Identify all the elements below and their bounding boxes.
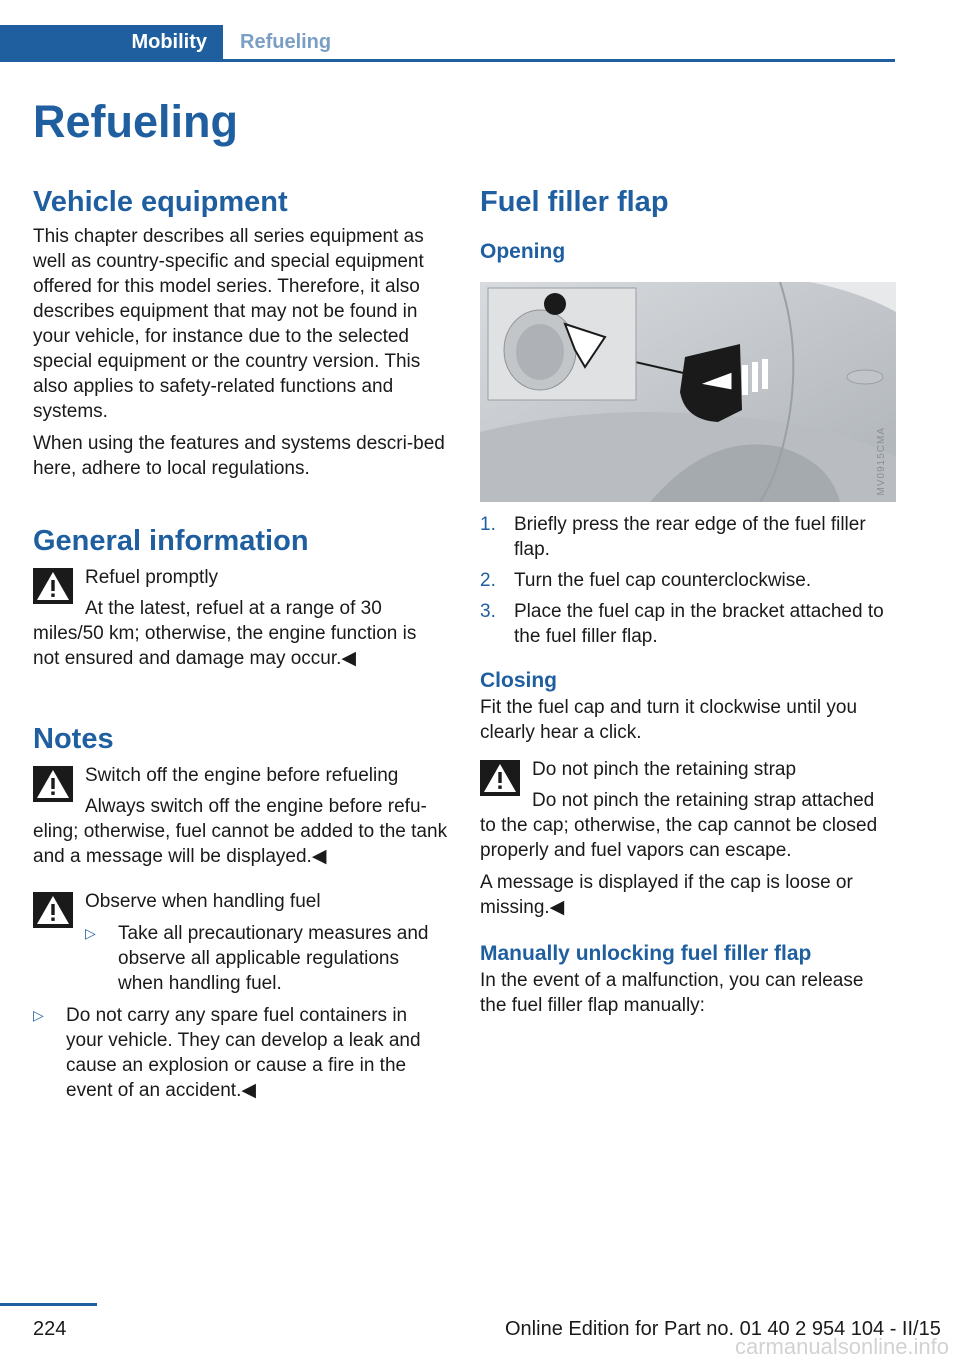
vehicle-equipment-paragraph: This chapter describes all series equipment as well as country-specific and special equipment offered for this model series. Therefore, it also describes equipment that may not be found in your vehicle, for instance due to the selected special equipment or the country version. This also applies to safety-related functions and systems. bbox=[33, 226, 424, 422]
warning-icon bbox=[33, 568, 73, 604]
notes-heading: Notes bbox=[33, 723, 114, 755]
step-number: 2. bbox=[480, 570, 496, 591]
refuel-warning bbox=[33, 563, 448, 671]
retaining-strap-warning bbox=[480, 755, 895, 863]
regulations-paragraph: When using the features and systems descri‐bed here, adhere to local regulations. bbox=[33, 433, 445, 479]
step-text: Turn the fuel cap counterclockwise. bbox=[514, 570, 812, 591]
bullet-triangle-icon: ▷ bbox=[33, 1007, 44, 1023]
fuel-handling-warning bbox=[33, 887, 448, 996]
manual-unlock-paragraph: In the event of a malfunction, you can release the fuel filler flap manually: bbox=[480, 970, 864, 1016]
header-tab-bar bbox=[0, 25, 895, 62]
warning-icon bbox=[33, 766, 73, 802]
edition-label: Online Edition for Part no. 01 40 2 954 104 - II/15 bbox=[505, 1318, 941, 1340]
warning-icon bbox=[33, 892, 73, 928]
bullet-text: Do not carry any spare fuel containers in your vehicle. They can develop a leak and cause an explosion or cause a fire in the event of an accident.◀ bbox=[66, 1005, 421, 1101]
opening-steps bbox=[480, 512, 895, 649]
footer-rule bbox=[0, 1303, 97, 1306]
vehicle-equipment-heading: Vehicle equipment bbox=[33, 186, 288, 218]
list-item bbox=[480, 512, 895, 562]
step-number: 3. bbox=[480, 601, 496, 622]
warning-title: Observe when handling fuel bbox=[85, 891, 321, 912]
step-number: 1. bbox=[480, 514, 496, 535]
warning-icon bbox=[480, 760, 520, 796]
cap-message-paragraph: A message is displayed if the cap is loose or missing.◀ bbox=[480, 872, 853, 918]
car-side-illustration bbox=[480, 282, 896, 502]
list-item bbox=[33, 1003, 448, 1103]
tab-mobility[interactable]: Mobility bbox=[0, 25, 223, 59]
page-title: Refueling bbox=[33, 96, 239, 147]
list-item bbox=[480, 599, 895, 649]
general-information-heading: General information bbox=[33, 525, 309, 557]
warning-text: Always switch off the engine before refu‐eling; otherwise, fuel cannot be added to the tank and a message will be displayed.◀ bbox=[33, 796, 448, 867]
warning-text: Do not pinch the retaining strap attached to the cap; otherwise, the cap cannot be closed properly and fuel vapors can escape. bbox=[480, 790, 878, 861]
manual-unlock-heading: Manually unlocking fuel filler flap bbox=[480, 942, 812, 965]
fuel-filler-flap-heading: Fuel filler flap bbox=[480, 186, 669, 218]
bullet-text: Take all precautionary measures and observe all applicable regulations when handling fuel. bbox=[118, 923, 429, 994]
page-number: 224 bbox=[33, 1318, 67, 1340]
warning-title: Switch off the engine before refueling bbox=[85, 765, 399, 786]
left-column bbox=[33, 184, 448, 1103]
closing-heading: Closing bbox=[480, 669, 557, 692]
engine-off-warning bbox=[33, 761, 448, 869]
warning-text: At the latest, refuel at a range of 30 miles/50 km; otherwise, the engine function is not ensured and damage may occur.◀ bbox=[33, 598, 417, 669]
bullet-triangle-icon: ▷ bbox=[85, 925, 96, 941]
list-item bbox=[480, 568, 895, 593]
warning-title: Refuel promptly bbox=[85, 567, 219, 588]
figure-code: MV0915CMA bbox=[876, 427, 887, 496]
tab-refueling[interactable]: Refueling bbox=[240, 31, 332, 53]
right-column bbox=[480, 184, 895, 1018]
step-text: Place the fuel cap in the bracket attached to the fuel filler flap. bbox=[514, 601, 884, 647]
list-item bbox=[85, 921, 448, 996]
warning-title: Do not pinch the retaining strap bbox=[532, 759, 797, 780]
step-text: Briefly press the rear edge of the fuel filler flap. bbox=[514, 514, 866, 560]
watermark: carmanualsonline.info bbox=[735, 1334, 950, 1359]
closing-paragraph: Fit the fuel cap and turn it clockwise until you clearly hear a click. bbox=[480, 697, 858, 743]
opening-heading: Opening bbox=[480, 240, 566, 263]
fuel-filler-flap-illustration bbox=[480, 282, 896, 502]
